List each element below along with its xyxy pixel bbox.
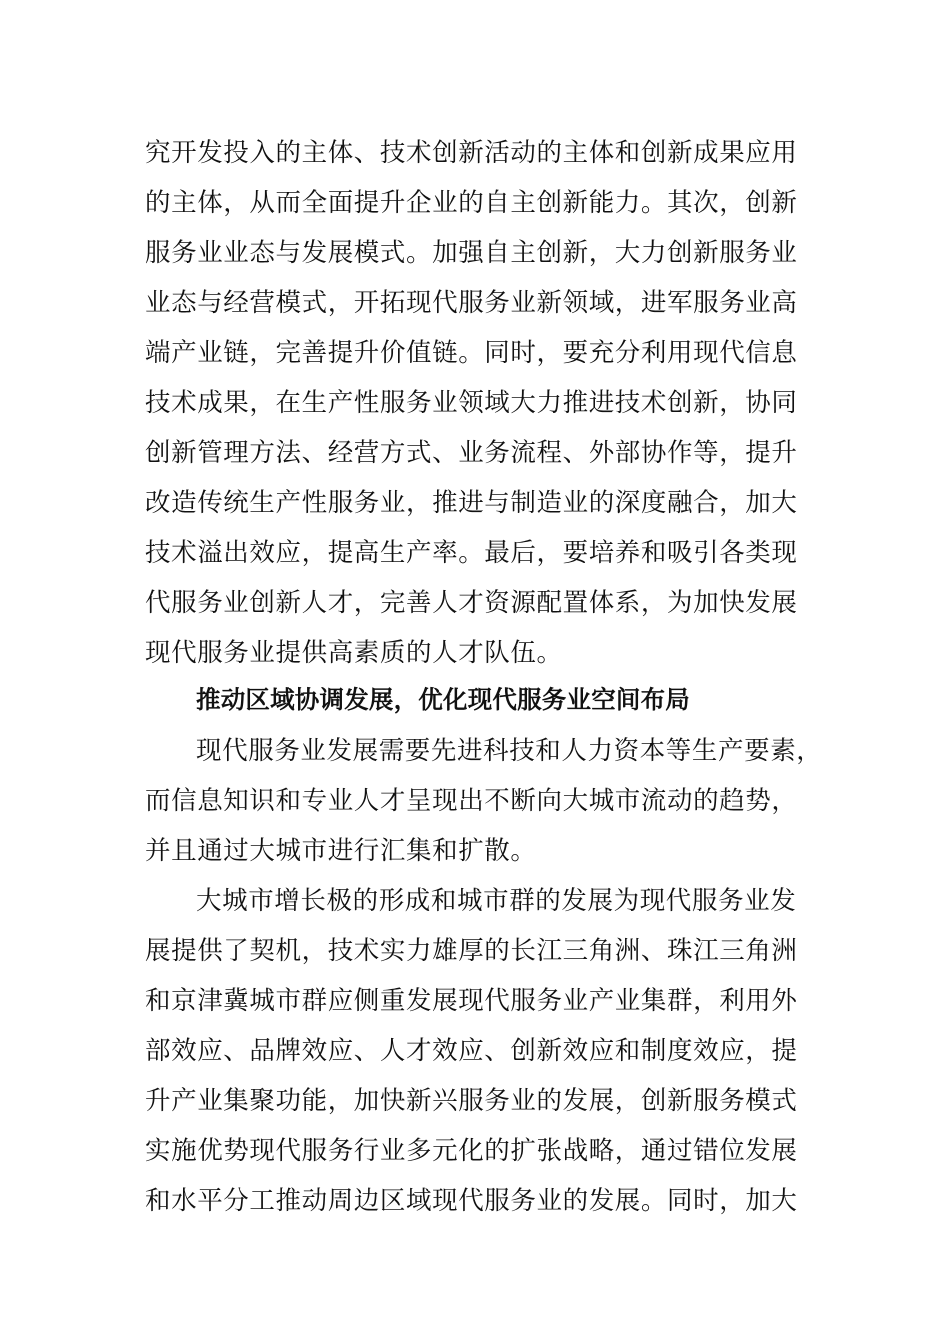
paragraph-line: 的主体，从而全面提升企业的自主创新能力。其次，创新 bbox=[145, 188, 798, 218]
paragraph-line: 究开发投入的主体、技术创新活动的主体和创新成果应用 bbox=[145, 138, 798, 168]
paragraph-line: 端产业链，完善提升价值链。同时，要充分利用现代信息 bbox=[145, 338, 798, 368]
paragraph-line: 代服务业创新人才，完善人才资源配置体系，为加快发展 bbox=[145, 588, 798, 618]
paragraph-line: 升产业集聚功能，加快新兴服务业的发展，创新服务模式 bbox=[145, 1086, 798, 1116]
paragraph-line: 部效应、品牌效应、人才效应、创新效应和制度效应，提 bbox=[145, 1036, 798, 1066]
paragraph-line: 业态与经营模式，开拓现代服务业新领域，进军服务业高 bbox=[145, 288, 798, 318]
paragraph-line: 现代服务业发展需要先进科技和人力资本等生产要素， bbox=[196, 736, 823, 766]
paragraph-line: 展提供了契机，技术实力雄厚的长江三角洲、珠江三角洲 bbox=[145, 936, 798, 966]
paragraph-line: 和水平分工推动周边区域现代服务业的发展。同时，加大 bbox=[145, 1186, 798, 1216]
paragraph-line: 服务业业态与发展模式。加强自主创新，大力创新服务业 bbox=[145, 238, 798, 268]
paragraph-line: 技术溢出效应，提高生产率。最后，要培养和吸引各类现 bbox=[145, 538, 798, 568]
paragraph-line: 而信息知识和专业人才呈现出不断向大城市流动的趋势， bbox=[145, 786, 798, 816]
paragraph-line: 并且通过大城市进行汇集和扩散。 bbox=[145, 836, 537, 866]
paragraph-line: 和京津冀城市群应侧重发展现代服务业产业集群，利用外 bbox=[145, 986, 798, 1016]
paragraph-line: 大城市增长极的形成和城市群的发展为现代服务业发 bbox=[196, 886, 797, 916]
paragraph-line: 改造传统生产性服务业，推进与制造业的深度融合，加大 bbox=[145, 488, 798, 518]
paragraph-line: 现代服务业提供高素质的人才队伍。 bbox=[145, 638, 563, 668]
paragraph-line: 技术成果，在生产性服务业领域大力推进技术创新，协同 bbox=[145, 388, 798, 418]
section-heading: 推动区域协调发展，优化现代服务业空间布局 bbox=[196, 685, 690, 714]
paragraph-line: 创新管理方法、经营方式、业务流程、外部协作等，提升 bbox=[145, 438, 798, 468]
paragraph-line: 实施优势现代服务行业多元化的扩张战略，通过错位发展 bbox=[145, 1136, 798, 1166]
